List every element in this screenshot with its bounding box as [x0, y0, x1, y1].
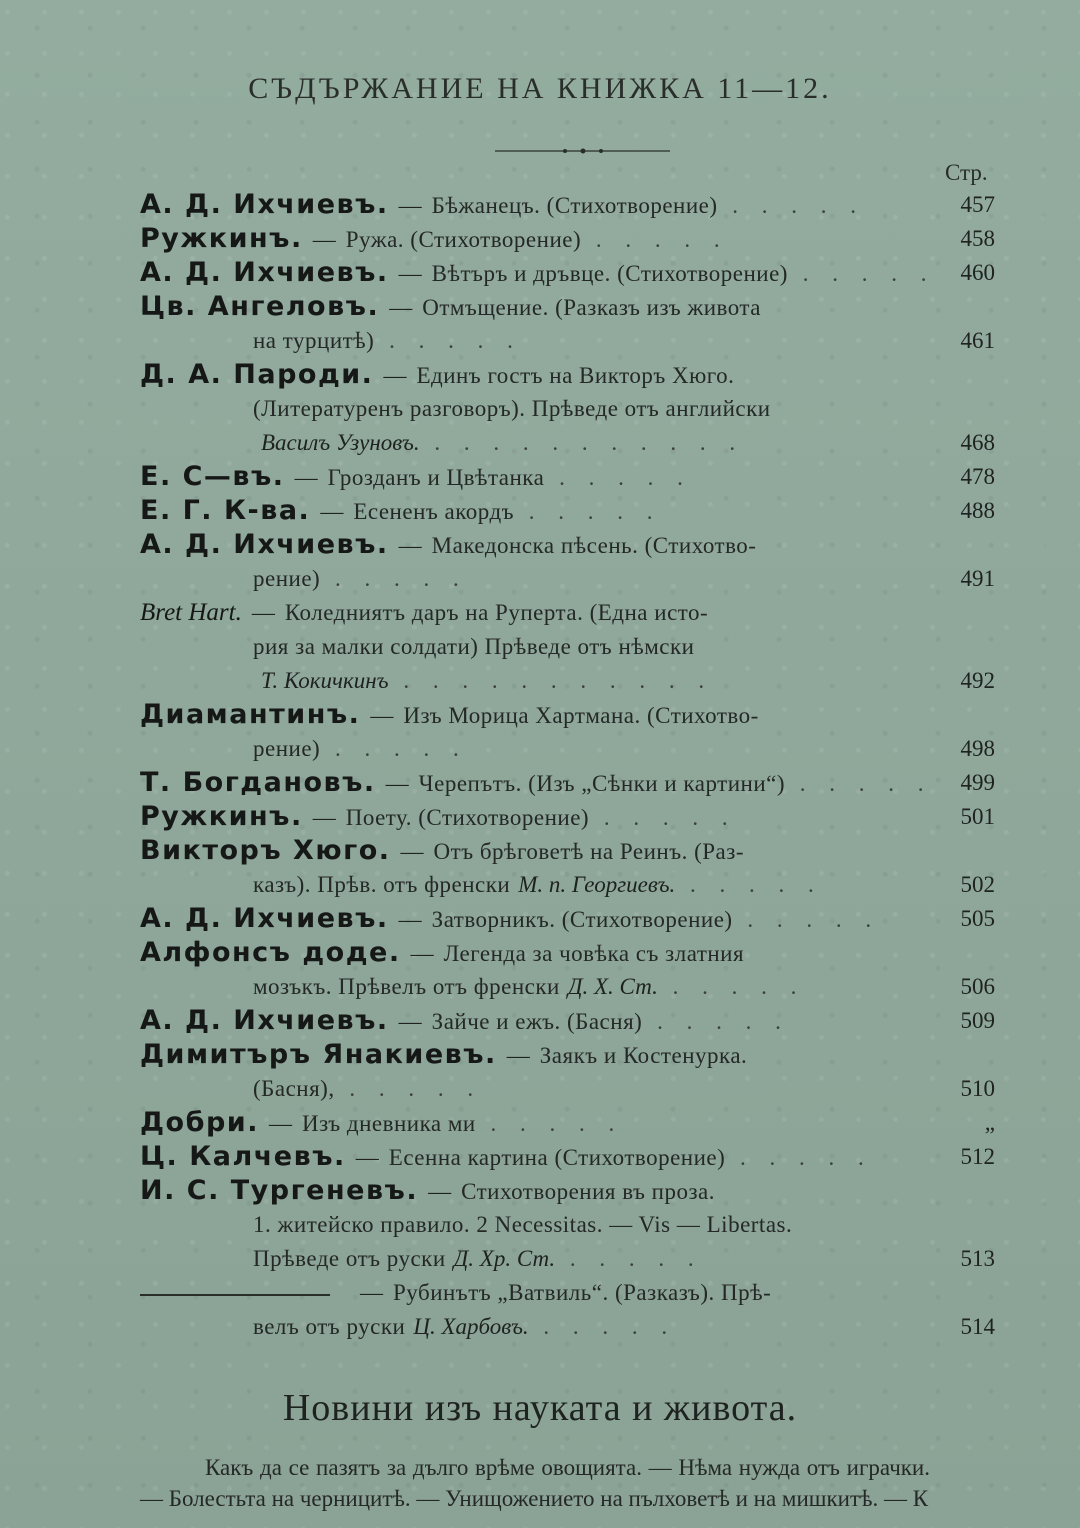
toc-title: казъ). Прѣв. отъ френски [253, 872, 511, 897]
toc-author: А. Д. Ихчиевъ. [140, 1005, 389, 1036]
dash-separator: — [370, 703, 394, 728]
dash-separator: — [385, 771, 409, 796]
toc-title: мозъкъ. Прѣвелъ отъ френски [253, 974, 560, 999]
dash-separator: — [389, 295, 413, 320]
toc-author: Е. Г. К-ва. [140, 495, 311, 526]
toc-author: А. Д. Ихчиевъ. [140, 529, 389, 560]
leader-dots: . . . . . [725, 1145, 873, 1170]
ornament-divider [495, 148, 670, 154]
toc-page-number: 502 [960, 872, 995, 897]
toc-title: Заякъ и Костенурка. [539, 1043, 748, 1068]
leader-dots: . . . . . [785, 771, 933, 796]
toc-line [140, 596, 995, 630]
toc-title: Вѣтъръ и дръвце. (Стихотворение) [431, 261, 788, 286]
toc-line [140, 1276, 995, 1310]
toc-entry [140, 1174, 995, 1276]
toc-author: Добри. [140, 1107, 259, 1138]
toc-line [140, 290, 995, 324]
toc-page-number: „ [984, 1110, 995, 1135]
dash-separator: — [268, 1111, 292, 1136]
toc-title: на турцитѣ) [253, 328, 375, 353]
toc-page-number: 492 [960, 668, 995, 693]
leader-dots: . . . . . [732, 907, 881, 932]
toc-title: Рубинътъ „Ватвиль“. (Разказъ). Прѣ- [393, 1280, 772, 1305]
dash-separator: — [383, 363, 407, 388]
toc-author: Ружкинъ. [140, 223, 303, 254]
toc-title: (Литературенъ разговоръ). Прѣведе отъ английски [253, 396, 771, 421]
toc-page-number: 499 [960, 770, 995, 795]
toc-line [140, 426, 995, 460]
toc-title: Единъ гостъ на Викторъ Хюго. [416, 363, 735, 388]
toc-author: Диамантинъ. [140, 699, 361, 730]
leader-dots: . . . . . [528, 1314, 677, 1339]
dash-separator: — [398, 261, 422, 286]
toc-title: Легенда за човѣка съ златния [443, 941, 745, 966]
toc-title: Македонска пѣсень. (Стихотво- [431, 533, 757, 558]
toc-entry [140, 800, 995, 834]
dash-separator: — [506, 1043, 530, 1068]
leader-dots: . . . . . [555, 1246, 703, 1271]
toc-author: Е. С—въ. [140, 461, 285, 492]
page-column-label: Стр. [945, 160, 988, 185]
toc-author: А. Д. Ихчиевъ. [140, 903, 389, 934]
dash-separator: — [398, 1009, 422, 1034]
toc-page-number: 512 [960, 1144, 995, 1169]
toc-entry [140, 1038, 995, 1106]
toc-title: Отъ брѣговетѣ на Реинъ. (Раз- [433, 839, 744, 864]
toc-entry [140, 596, 995, 698]
toc-title: Грозданъ и Цвѣтанка [327, 465, 545, 490]
toc-line [140, 1140, 995, 1174]
leader-dots: . . . . . [675, 872, 823, 897]
toc-line [140, 1174, 995, 1208]
toc-page-number: 491 [960, 566, 995, 591]
toc-line [140, 1208, 995, 1242]
toc-page-number: 460 [960, 260, 995, 285]
ditto-dash [140, 1294, 330, 1296]
toc-entry [140, 358, 995, 460]
page-title: СЪДЪРЖАНИЕ НА КНИЖКА 11—12. [248, 72, 832, 105]
toc-line [140, 1004, 995, 1038]
leader-dots: . . . . . [581, 227, 729, 252]
toc-entry [140, 222, 995, 256]
leader-dots: . . . . . . . . . . . [419, 430, 745, 455]
leader-dots: . . . . . [475, 1111, 624, 1136]
leader-dots: . . . . . [334, 1076, 483, 1101]
toc-page-number: 514 [960, 1314, 995, 1339]
toc-line [140, 324, 995, 358]
dash-separator: — [312, 805, 336, 830]
leader-dots: . . . . . [787, 261, 936, 286]
dash-separator: — [312, 227, 336, 252]
dash-separator: — [410, 941, 434, 966]
toc-entry [140, 528, 995, 596]
toc-line [140, 1242, 995, 1276]
toc-title: Черепътъ. (Изъ „Сѣнки и картини“) [418, 771, 786, 796]
toc-line [140, 630, 995, 664]
toc-entry [140, 494, 995, 528]
toc-entry [140, 256, 995, 290]
leader-dots: . . . . . [320, 566, 468, 591]
toc-title: велъ отъ руски [253, 1314, 406, 1339]
dash-separator: — [398, 533, 422, 558]
toc-line [140, 664, 995, 698]
toc-page-number: 498 [960, 736, 995, 761]
toc-line [140, 256, 995, 290]
toc-line [140, 936, 995, 970]
leader-dots: . . . . . [514, 499, 662, 524]
dash-separator: — [251, 600, 275, 625]
toc-title: Затворникъ. (Стихотворение) [431, 907, 733, 932]
dash-separator: — [398, 907, 422, 932]
toc-entry [140, 936, 995, 1004]
toc-line [140, 494, 995, 528]
toc-page-number: 506 [960, 974, 995, 999]
toc-entry [140, 1004, 995, 1038]
leader-dots: . . . . . [544, 465, 692, 490]
toc-author: Bret Hart. [140, 599, 242, 626]
toc-entry [140, 1276, 995, 1344]
dash-separator: — [355, 1145, 379, 1170]
toc-page-number: 501 [960, 804, 995, 829]
toc-entry [140, 290, 995, 358]
leader-dots: . . . . . [320, 736, 468, 761]
toc-entry [140, 188, 995, 222]
toc-line [140, 766, 995, 800]
toc-author: Ц. Калчевъ. [140, 1141, 346, 1172]
toc-line [140, 970, 995, 1004]
toc-page-number: 468 [960, 430, 995, 455]
toc-title: Зайче и ежъ. (Басня) [431, 1009, 643, 1034]
toc-author: Алфонсъ доде. [140, 937, 401, 968]
dash-separator: — [400, 839, 424, 864]
toc-line [140, 222, 995, 256]
toc-page-number: 510 [960, 1076, 995, 1101]
toc-author: Димитъръ Янакиевъ. [140, 1039, 497, 1070]
toc-page-number: 509 [960, 1008, 995, 1033]
toc-page-number: 513 [960, 1246, 995, 1271]
dash-separator: — [360, 1280, 383, 1305]
toc-line [140, 732, 995, 766]
toc-translator: Д. Х. Ст. [567, 974, 658, 999]
toc-page-number: 461 [960, 328, 995, 353]
toc-author: А. Д. Ихчиевъ. [140, 189, 389, 220]
toc-line [140, 460, 995, 494]
toc-entry [140, 1106, 995, 1140]
toc-line [140, 1072, 995, 1106]
toc-entry [140, 766, 995, 800]
toc-author: Ружкинъ. [140, 801, 303, 832]
toc-author: А. Д. Ихчиевъ. [140, 257, 389, 288]
toc-title: Бѣжанецъ. (Стихотворение) [431, 193, 718, 218]
dash-separator: — [428, 1179, 452, 1204]
toc-title: рение) [253, 566, 321, 591]
toc-page-number: 488 [960, 498, 995, 523]
toc-line [140, 698, 995, 732]
toc-translator: М. п. Георгиевъ. [518, 872, 676, 897]
toc-entry [140, 834, 995, 902]
toc-page-number: 505 [960, 906, 995, 931]
dash-separator: — [294, 465, 318, 490]
toc-line [140, 392, 995, 426]
toc-author: И. С. Тургеневъ. [140, 1175, 419, 1206]
section-title: Новини изъ науката и живота. [282, 1387, 798, 1429]
toc-page-number: 457 [960, 192, 995, 217]
toc-line [140, 188, 995, 222]
toc-line [140, 1310, 995, 1344]
toc-title: Отмъщение. (Разказъ изъ живота [422, 295, 761, 320]
toc-translator: Т. Кокичкинъ [261, 668, 389, 693]
toc-author: Викторъ Хюго. [140, 835, 391, 866]
toc-title: Есененъ акордъ [353, 499, 515, 524]
toc-author: Цв. Ангеловъ. [140, 291, 380, 322]
toc-page-number: 458 [960, 226, 995, 251]
section-text: Какъ да се пазятъ за дълго врѣме овощията. — Нѣма нужда отъ играчки. — Болестьта на черницитѣ. — Унищожението на пълховетѣ и на мишкитѣ. — К [140, 1455, 930, 1511]
dash-separator: — [320, 499, 344, 524]
toc-entry [140, 698, 995, 766]
toc-title: Изъ Морица Хартмана. (Стихотво- [403, 703, 759, 728]
toc-author: Д. А. Пароди. [140, 359, 374, 390]
toc-entry [140, 1140, 995, 1174]
toc-title: рение) [253, 736, 321, 761]
toc-line [140, 528, 995, 562]
toc-entry [140, 460, 995, 494]
leader-dots: . . . . . [589, 805, 737, 830]
toc-title: (Басня), [253, 1076, 335, 1101]
leader-dots: . . . . . [642, 1009, 790, 1034]
toc-title: Ружа. (Стихотворение) [345, 227, 582, 252]
leader-dots: . . . . . [374, 328, 522, 353]
leader-dots: . . . . . [657, 974, 806, 999]
toc-line [140, 562, 995, 596]
toc-page-number: 478 [960, 464, 995, 489]
toc-author: Т. Богдановъ. [140, 767, 376, 798]
leader-dots: . . . . . . . . . . . [388, 668, 714, 693]
toc-line [140, 1038, 995, 1072]
toc-title: 1. житейско правило. 2 Necessitas. — Vis — Libertas. [253, 1212, 793, 1237]
toc-title: Стихотворения въ проза. [461, 1179, 716, 1204]
toc-line [140, 902, 995, 936]
toc-title: рия за малки солдати) Прѣведе отъ нѣмски [253, 634, 695, 659]
toc-title: Прѣведе отъ руски [253, 1246, 446, 1271]
toc-title: Изъ дневника ми [301, 1111, 476, 1136]
toc-title: Есенна картина (Стихотворение) [388, 1145, 726, 1170]
toc-line [140, 868, 995, 902]
leader-dots: . . . . . [717, 193, 866, 218]
toc-line [140, 834, 995, 868]
toc-entry [140, 902, 995, 936]
toc-title: Коледниятъ даръ на Руперта. (Една исто- [284, 600, 709, 625]
toc-translator: Василъ Узуновъ. [261, 430, 420, 455]
toc-title: Поету. (Стихотворение) [345, 805, 590, 830]
toc-line [140, 1106, 995, 1140]
dash-separator: — [398, 193, 422, 218]
toc-line [140, 800, 995, 834]
toc-translator: Ц. Харбовъ. [413, 1314, 529, 1339]
toc-line [140, 358, 995, 392]
toc-translator: Д. Хр. Ст. [453, 1246, 556, 1271]
